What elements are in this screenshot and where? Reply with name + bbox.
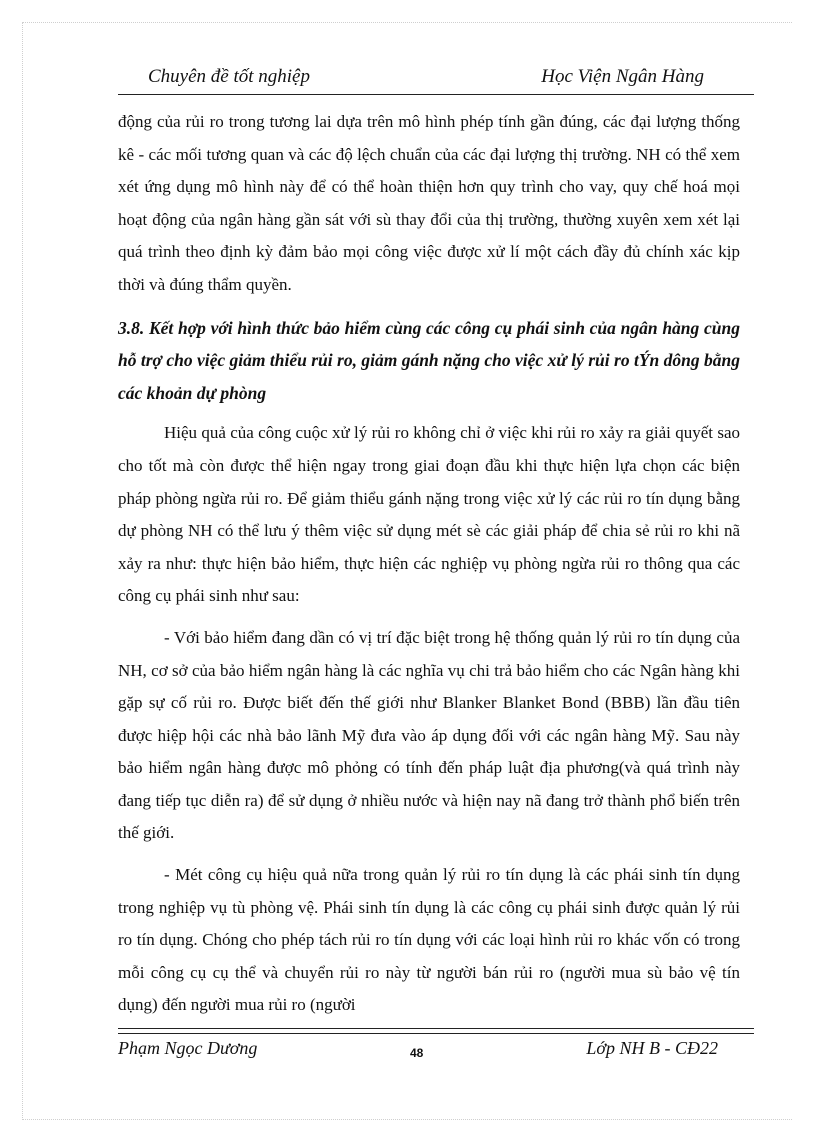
header-title-right: Học Viện Ngân Hàng bbox=[541, 66, 704, 87]
page-header bbox=[118, 64, 754, 94]
header-title-left: Chuyên đề tốt nghiệp bbox=[148, 66, 310, 87]
page-footer bbox=[118, 1038, 754, 1068]
page-number: 48 bbox=[410, 1046, 424, 1060]
paragraph-continuation: động của rủi ro trong tương lai dựa trên mô hình phép tính gần đúng, các đại lượng thống kê - các mối tương quan và các độ lệch chuẩn của các đại lượng thị trường. NH có thể xem xét ứng dụng mô hình này để có thể hoàn thiện hơn quy trình cho vay, quy chế hoá mọi hoạt động của ngân hàng gần sát với sù thay đổi của thị trường, thường xuyên xem xét lại quá trình theo định kỳ đảm bảo mọi công việc được xử lí một cách đầy đủ chính xác kịp thời và đúng thẩm quyền. bbox=[118, 112, 740, 294]
paragraph-intro: Hiệu quả của công cuộc xử lý rủi ro không chỉ ở việc khi rủi ro xảy ra giải quyết sao cho tốt mà còn được thể hiện ngay trong giai đoạn đầu khi thực hiện lựa chọn các biện pháp phòng ngừa rủi ro. Để giảm thiểu gánh nặng trong việc xử lý các rủi ro tín dụng bằng dự phòng NH có thể lưu ý thêm việc sử dụng mét sè các giải pháp để chia sẻ rủi ro khi nã xảy ra như: thực hiện bảo hiểm, thực hiện các nghiệp vụ phòng ngừa rủi ro thông qua các công cụ phái sinh như sau: bbox=[118, 423, 740, 606]
document-body bbox=[118, 106, 740, 1022]
paragraph-credit-derivatives: - Mét công cụ hiệu quả nữa trong quản lý rủi ro tín dụng là các phái sinh tín dụng trong nghiệp vụ tù phòng vệ. Phái sinh tín dụng là các công cụ phái sinh được quản lý rủi ro tín dụng. Chóng cho phép tách rủi ro tín dụng với các loại hình rủi ro khác vốn có trong mỗi công cụ cụ thể và chuyển rủi ro này từ người bán rủi ro (người mua sù bảo vệ tín dụng) đến người mua rủi ro (người bbox=[118, 865, 740, 1015]
footer-class: Lớp NH B - CĐ22 bbox=[586, 1038, 718, 1058]
footer-author: Phạm Ngọc Dương bbox=[118, 1038, 258, 1058]
section-heading-3-8: 3.8. Kết hợp với hình thức bảo hiểm cùng các công cụ phái sinh của ngân hàng cùng hỗ trợ cho việc giảm thiểu rủi ro, giảm gánh nặng cho việc xử lý rủi ro tÝn dông bằng các khoản dự phòng bbox=[118, 317, 740, 403]
header-divider bbox=[118, 94, 754, 95]
footer-divider bbox=[118, 1028, 754, 1034]
paragraph-insurance: - Với bảo hiểm đang dần có vị trí đặc biệt trong hệ thống quản lý rủi ro tín dụng của NH, cơ sở của bảo hiểm ngân hàng là các nghĩa vụ chi trả bảo hiểm cho các Ngân hàng khi gặp sự cố rủi ro. Được biết đến thế giới như Blanker Blanket Bond (BBB) lần đầu tiên được hiệp hội các nhà bảo lãnh Mỹ đưa vào áp dụng đối với các ngân hàng Mỹ. Sau này bảo hiểm ngân hàng được mô phỏng có tính đến pháp luật địa phương(và quá trình này đang tiếp tục diễn ra) để sử dụng ở nhiều nước và hiện nay nã đang trở thành phổ biến trên thế giới. bbox=[118, 627, 740, 843]
